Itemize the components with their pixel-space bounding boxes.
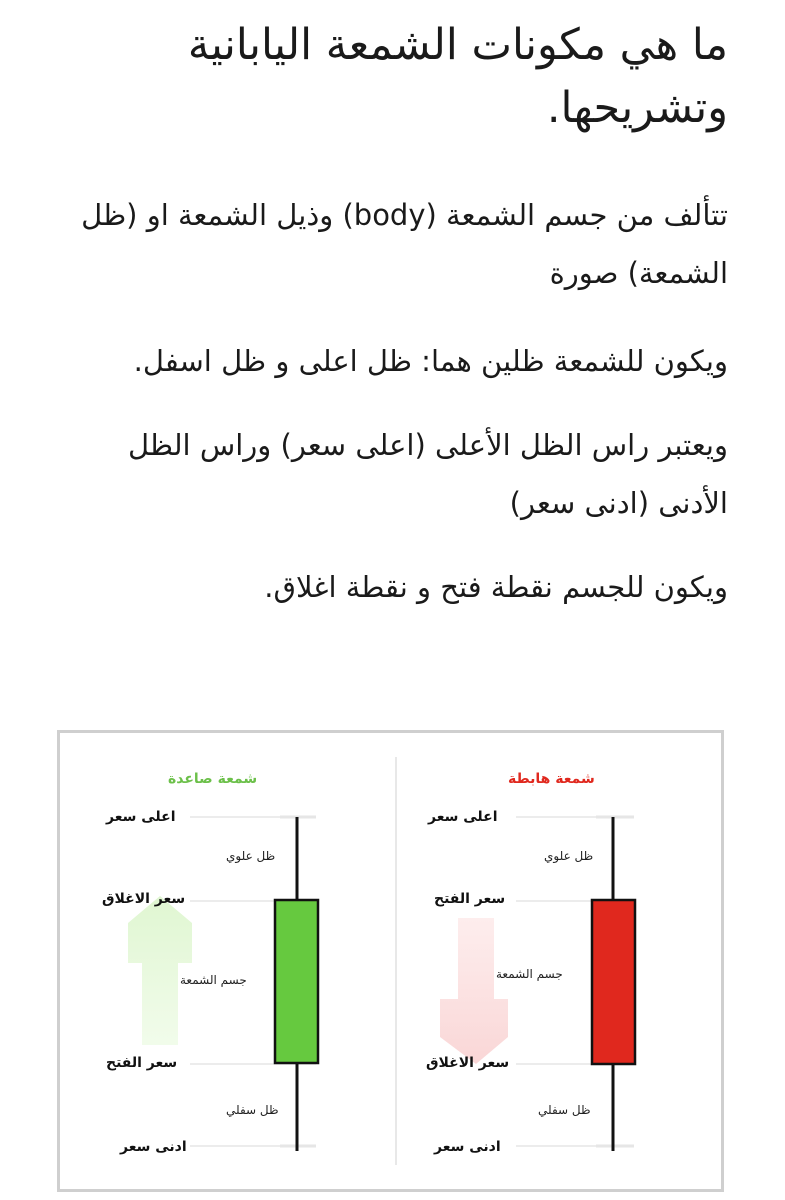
bearish-body (592, 900, 635, 1064)
bearish-high-label: اعلى سعر (428, 809, 498, 825)
bullish-arrow (128, 896, 192, 1045)
bearish-lower-shadow-label: ظل سفلي (538, 1103, 591, 1117)
bearish-heading: شمعة هابطة (508, 771, 595, 787)
bearish-open-label: سعر الفتح (434, 891, 506, 907)
article (56, 14, 728, 616)
candlestick-drawing (60, 733, 721, 1189)
candlestick-anatomy-figure (57, 730, 724, 1192)
bearish-low-label: ادنى سعر (434, 1139, 501, 1155)
paragraph-4: ويكون للجسم نقطة فتح و نقطة اغلاق. (264, 570, 728, 604)
paragraph-1: تتألف من جسم الشمعة (body) وذيل الشمعة او (ظل الشمعة) صورة (81, 198, 728, 290)
bullish-low-label: ادنى سعر (120, 1139, 187, 1155)
bullish-high-label: اعلى سعر (106, 809, 176, 825)
bullish-upper-shadow-label: ظل علوي (226, 849, 276, 863)
bearish-upper-shadow-label: ظل علوي (544, 849, 594, 863)
bullish-heading: شمعة صاعدة (168, 771, 258, 787)
bullish-body (275, 900, 318, 1063)
bullish-close-label: سعر الاغلاق (102, 891, 186, 907)
paragraph-2: ويكون للشمعة ظلين هما: ظل اعلى و ظل اسفل. (133, 344, 728, 378)
bearish-arrow (440, 918, 508, 1064)
article-title: ما هي مكونات الشمعة اليابانية وتشريحها. (187, 20, 728, 133)
bullish-body-label: جسم الشمعة (180, 973, 247, 987)
paragraph-3: ويعتبر راس الظل الأعلى (اعلى سعر) وراس الظل الأدنى (ادنى سعر) (127, 428, 728, 520)
bearish-close-label: سعر الاغلاق (426, 1055, 510, 1071)
bullish-open-label: سعر الفتح (106, 1055, 178, 1071)
bearish-body-label: جسم الشمعة (496, 967, 563, 981)
bullish-lower-shadow-label: ظل سفلي (226, 1103, 279, 1117)
